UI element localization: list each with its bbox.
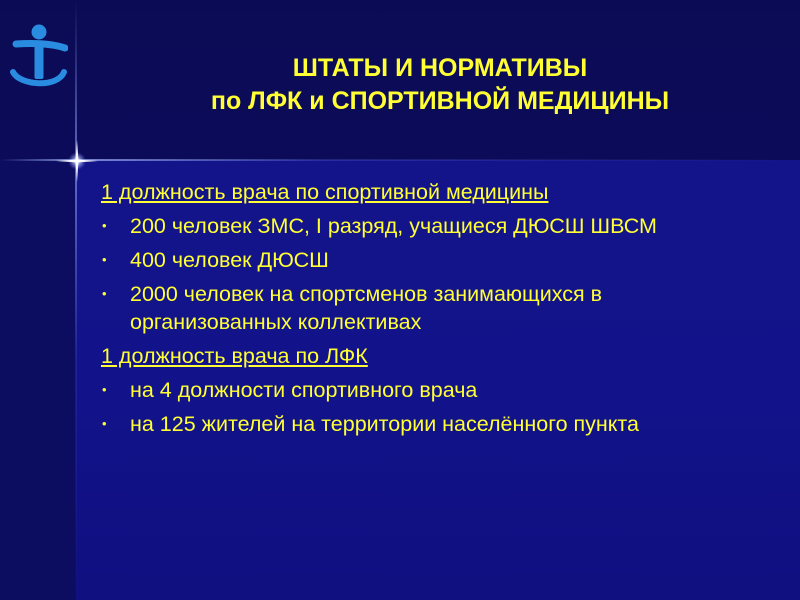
section-heading-sports-medicine: 1 должность врача по спортивной медицины [101,180,549,204]
list-item [101,246,761,274]
logo-icon [10,22,68,92]
list-item-text: на 125 жителей на территории населённого пункта [130,412,639,436]
horizontal-divider [0,159,800,161]
bullet-icon: • [102,252,107,267]
bullet-icon: • [102,286,107,301]
list-item-text: 200 человек ЗМС, I разряд, учащиеся ДЮСШ ШВСМ [130,214,657,238]
list-item [101,280,761,336]
title-line-2: по ЛФК и СПОРТИВНОЙ МЕДИЦИНЫ [210,87,670,115]
list-item [101,212,761,240]
list-item-text: 2000 человек на спортсменов занимающихся в организованных коллективах [130,282,603,334]
bullet-icon: • [102,382,107,397]
list-item [101,410,761,438]
slide-title [90,52,790,118]
left-sidebar-band [0,160,76,600]
list-item-text: 400 человек ДЮСШ [130,248,329,272]
vertical-divider [75,0,77,600]
list-item [101,376,761,404]
bullet-icon: • [102,218,107,233]
section-heading-lfk: 1 должность врача по ЛФК [101,344,368,368]
list-item-text: на 4 должности спортивного врача [130,378,478,402]
title-line-1: ШТАТЫ И НОРМАТИВЫ [292,54,588,82]
sparkle-star-icon [56,140,98,182]
slide-content [101,178,761,444]
bullet-icon: • [102,416,107,431]
